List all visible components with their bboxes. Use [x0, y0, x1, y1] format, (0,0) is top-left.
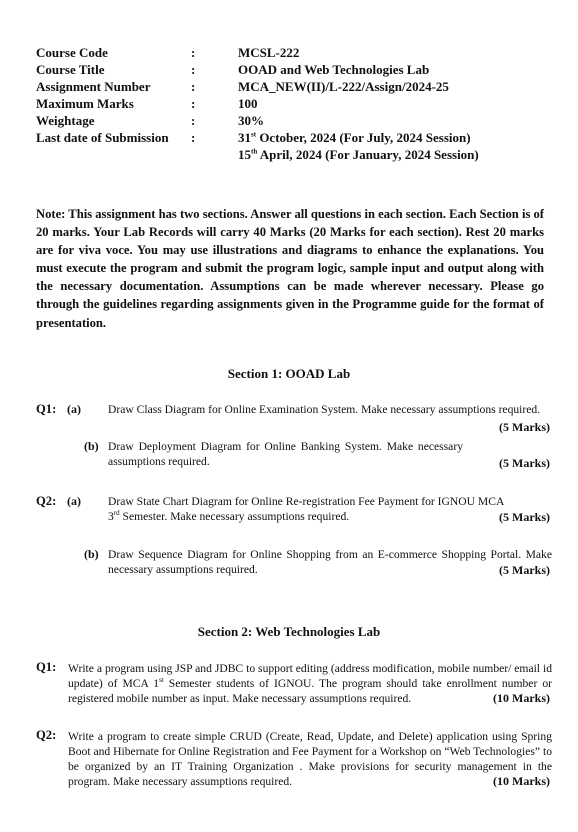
question-text: Draw Class Diagram for Online Examination System. Make necessary assumptions required. — [108, 403, 541, 416]
sub-label: (b) — [84, 439, 99, 453]
course-code-label: Course Code — [36, 45, 108, 60]
assignment-number-label: Assignment Number — [36, 79, 151, 94]
question-text: Draw State Chart Diagram for Online Re-registration Fee Payment for IGNOU MCA — [108, 495, 505, 508]
colon: : — [191, 130, 196, 145]
colon: : — [191, 79, 196, 94]
question-text-line-2: 3rd Semester. Make necessary assumptions required. — [108, 509, 350, 523]
weightage-label: Weightage — [36, 113, 95, 128]
course-title-row — [36, 61, 538, 78]
marks-label: (5 Marks) — [499, 510, 550, 524]
course-title-label: Course Title — [36, 62, 105, 77]
submission-date-row-2 — [36, 146, 538, 163]
colon: : — [191, 96, 196, 111]
marks-label: (10 Marks) — [493, 774, 550, 788]
course-code-value: MCSL-222 — [238, 45, 300, 60]
section-2-title: Section 2: Web Technologies Lab — [197, 624, 381, 639]
section-1-title: Section 1: OOAD Lab — [227, 366, 351, 381]
submission-date-value-2: 15th April, 2024 (For January, 2024 Session) — [238, 147, 479, 162]
maximum-marks-value: 100 — [238, 96, 258, 111]
marks-label: (5 Marks) — [499, 563, 550, 577]
question-number: Q1: — [36, 660, 57, 674]
question-text: Draw Sequence Diagram for Online Shopping from an E-commerce Shopping Portal. Make necessary assumptions required. — [108, 548, 552, 576]
question-number: Q2: — [36, 728, 57, 742]
submission-date-label: Last date of Submission — [36, 130, 169, 145]
sub-label: (a) — [67, 402, 81, 416]
marks-label: (5 Marks) — [499, 420, 550, 434]
marks-label: (5 Marks) — [499, 456, 550, 470]
sub-label: (b) — [84, 547, 99, 561]
question-number: Q1: — [36, 402, 57, 416]
colon: : — [191, 113, 196, 128]
sub-label: (a) — [67, 494, 81, 508]
submission-date-row — [36, 129, 538, 146]
weightage-row — [36, 112, 538, 129]
question-number: Q2: — [36, 494, 57, 508]
marks-label: (10 Marks) — [493, 691, 550, 705]
maximum-marks-row — [36, 95, 538, 112]
assignment-number-row — [36, 78, 538, 95]
colon: : — [191, 62, 196, 77]
weightage-value: 30% — [238, 113, 264, 128]
question-text: Draw Deployment Diagram for Online Banking System. Make necessary assumptions required. — [108, 440, 463, 468]
course-info-table — [36, 44, 538, 163]
colon: : — [191, 45, 196, 60]
assignment-number-value: MCA_NEW(II)/L-222/Assign/2024-25 — [238, 79, 449, 94]
instructions-note: Note: This assignment has two sections. Answer all questions in each section. Each Section is of 20 marks. Your Lab Records will carry 40 Marks (20 Marks for each section). Rest 20 marks are for viva voce. You may use illustrations and diagrams to enhance the explanations. You must execute the program and submit the program logic, sample input and output along with the necessary documentation. Assumptions can be made wherever necessary. Please go through the guidelines regarding assignments given in the Programme guide for the format of presentation. — [36, 207, 544, 330]
question-text: Write a program to create simple CRUD (Create, Read, Update, and Delete) application using Spring Boot and Hibernate for Online Registration and Fee Payment for a Workshop on “Web Technologies” to be organized by an IT Training Organization . Make provisions for security management in the program. Make necessary assumptions required. — [68, 730, 552, 788]
course-code-row — [36, 44, 538, 61]
maximum-marks-label: Maximum Marks — [36, 96, 134, 111]
submission-date-value: 31st October, 2024 (For July, 2024 Session) — [238, 130, 471, 145]
course-title-value: OOAD and Web Technologies Lab — [238, 62, 430, 77]
question-text: Write a program using JSP and JDBC to support editing (address modification, mobile number/ email id update) of MCA 1st Semester students of IGNOU. The program should take enrollment number or registered mobile number as input. Make necessary assumptions required. — [68, 662, 552, 705]
